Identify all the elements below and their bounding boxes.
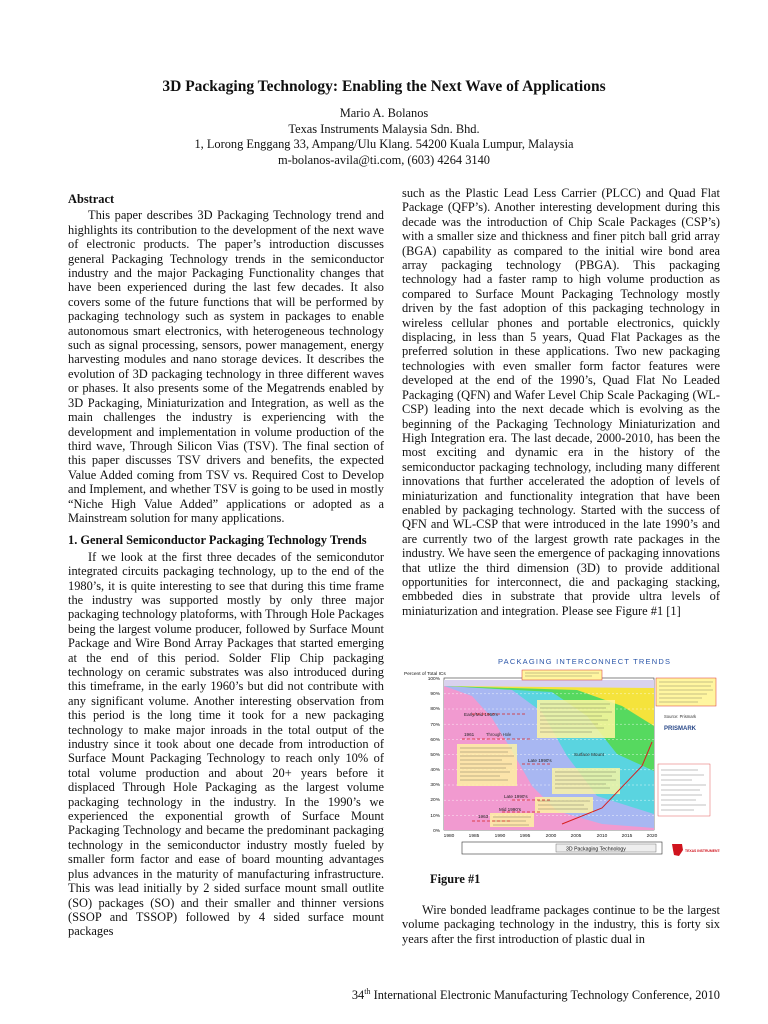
y-tick: 50%	[430, 753, 440, 758]
x-tick: 2020	[646, 834, 658, 839]
ti-logo-text: TEXAS INSTRUMENTS	[685, 849, 720, 853]
annotation-box-left	[457, 744, 517, 786]
y-tick: 0%	[433, 829, 440, 834]
footer-ordinal: 34	[351, 988, 365, 1003]
right-column	[402, 186, 720, 618]
y-tick: 30%	[430, 783, 440, 788]
y-tick: 100%	[427, 677, 440, 682]
ti-logo-icon	[672, 844, 683, 856]
y-tick: 60%	[430, 738, 440, 743]
page-footer	[0, 987, 720, 1003]
author-contact: m-bolanos-avila@ti.com, (603) 4264 3140	[277, 152, 491, 167]
x-tick: 2005	[570, 834, 582, 839]
y-tick: 90%	[430, 692, 440, 697]
label-mid-1990s: Mid 1990's	[499, 807, 522, 812]
paper-title: 3D Packaging Technology: Enabling the Next Wave of Applications	[162, 78, 606, 95]
y-tick: 40%	[430, 768, 440, 773]
y-tick: 80%	[430, 707, 440, 712]
x-tick: 2000	[545, 834, 557, 839]
x-tick: 2015	[621, 834, 633, 839]
footer-sup: th	[364, 987, 371, 996]
author-address: 1, Lorong Enggang 33, Ampang/Ulu Klang. 54200 Kuala Lumpur, Malaysia	[194, 137, 574, 151]
section-1-text: If we look at the first three decades of the semicondutor integrated circuits packaging technology, up to the end of the 1980’s, it is quite interesting to see that during this time frame the industry was supported mostly by only three major packaging technology platoforms, with Through Hole Packages being the largest volume producer, followed by Surface Mount Package and Wire Bond Array Packages that started emerging at the end of this period. Solder Flip Chip packaging technology on ceramic substrates was also introduced during this timeframe, in the early 1960’s but did not contribute with any significant volume. Another interesting observation from this period is the long time it took for a new packaging technology to make major inroads in the total output of the industry since it took about one decade from introduction of Surface Mount Packaging Technology to reach only 10% of total volume production and about 20+ years before it displaced Through Hole Packaging as the largest volume packaging technology in the industry. In the 1990’s we experienced the exponential growth of Surface Mount Packaging Technology and became the predominant packaging technology in the semiconductor industry mostly fueled by smaller form factor and ease of board mounting advantages plus advances in the maturity of manufacturing infrastructure. This was lead initially by 2 sided surface mount small outlite (SO) packages (SO) and their smaller and thinner versions (SSOP and TSSOP) followed by 4 sided surface mount packages	[68, 549, 385, 939]
y-tick: 10%	[430, 814, 440, 819]
right-column-text: such as the Plastic Lead Less Carrier (PLCC) and Quad Flat Package (QFP’s). Another interesting development during this decade was the introduction of Chip Scale Packages (CSP’s) with a smaller size and thickness and finer pitch ball grid array (BGA) capability as compared to the initial wire bond area array packaging technology (PBGA). This packaging technology had a faster ramp to high volume production as compared to Surface Mount Packaging Technology mostly driven by the fast adoption of this packaging technology in wireless cellular phones and portable electronics, quickly displacing, in less than 5 years, Quad Flat Packages as the preferred solution in these applications. Two new packaging technologies with even smaller form factor features were developed at the end of the 1990’s, Quad Flat No Leaded Packaging (QFN) and Wafer Level Chip Scale Packaging (WL-CSP) leading into the next decade which is evolving as the beginning of the Packaging Technology Miniaturization and High Integration era. The last decade, 2000-2010, has been the most exciting and dynamic era in the history of the semiconductor packaging technology, including many different innovations that further accelerated the adoption of levels of miniaturization and functionality integration that have been enabled by packaging technology. Started with the success of QFN and WL-CSP that were introduced in the late 1990’s and are currently two of the largest growth rate packages in the industry. We have seen the emergence of packaging innovations that utlize the third dimension (3D) to provide additional opportunities for interconnect, die and packaging stacking, embbeded dies in substrate that provide ultra levels of miniaturization and integration. Please see Figure #1 [1]	[402, 186, 720, 618]
y-tick-labels	[428, 676, 441, 834]
label-1963: 1963	[478, 814, 489, 819]
label-late-1990s: Late 1990's	[528, 758, 552, 763]
prismark-logo: PRISMARK	[664, 726, 697, 732]
label-1961: 1961	[464, 732, 475, 737]
abstract-heading: Abstract	[68, 192, 115, 206]
section-1-heading: 1. General Semiconductor Packaging Technology Trends	[68, 533, 367, 548]
label-early-60s: Early/Mid 1960's	[464, 712, 498, 717]
author-name: Mario A. Bolanos	[339, 106, 429, 120]
figure-source: Source: Prismark	[664, 714, 697, 719]
author-block	[0, 106, 768, 168]
y-tick: 70%	[430, 723, 440, 728]
label-through-hole: Through Hole	[486, 732, 512, 737]
3d-packaging-label: 3D Packaging Technology	[566, 846, 626, 853]
after-figure-paragraph: Wire bonded leadframe packages continue to be the largest volume packaging technology in the industry, this is forty six years after the first introduction of plastic dual in	[402, 903, 720, 946]
annotation-box-right	[656, 678, 716, 706]
x-tick: 1980	[443, 834, 455, 839]
chart-ylabel: Percent of Total ICs	[404, 672, 446, 677]
footer-text: International Electronic Manufacturing Technology Conference, 2010	[370, 988, 720, 1003]
chart-title: PACKAGING INTERCONNECT TRENDS	[498, 657, 672, 666]
packaging-trends-chart	[402, 656, 720, 864]
x-tick: 1990	[494, 834, 506, 839]
figure-1	[402, 656, 720, 864]
left-column	[68, 186, 384, 939]
x-tick: 2010	[596, 834, 608, 839]
annotation-box-middle	[537, 700, 615, 738]
abstract-text: This paper describes 3D Packaging Technology trend and highlights its contribution to the development of the next wave of electronic products. The paper’s introduction discusses general Packaging Technology trends in the semiconductor industry and the major Packaging Functionality changes that have been experienced during the last few decades. It also covers some of the future functions that will be performed by packaging technology such as system in packages to enable autonomous smart electronics, with heterogeneous technology such as signal processing, sensors, power management, energy harvesting modules and nano storage devices. It describes the evolution of 3D packaging technology in three different waves or phases. It also presents some of the Megatrends enabled by 3D Packaging, Miniaturization and Integration, as well as the main challenges the industry is experiencing with the development and implementation in volume production of the third wave, Through Silicon Vias (TSV). The final section of this paper discusses TSV drivers and benefits, the expected Value Added coming from TSV vs. Required Cost to Develop and Implement, and whether TSV is going to be used in mostly “Niche High Value Added” applications or adopted as a Mainstream solution for many applications.	[68, 208, 384, 525]
label-surface-mount: Surface Mount	[574, 752, 604, 757]
x-tick-labels	[444, 833, 658, 839]
after-figure-text	[402, 903, 720, 946]
x-tick: 1985	[468, 834, 480, 839]
x-tick: 1995	[519, 834, 531, 839]
label-early-1990s: Late 1990's	[504, 794, 528, 799]
figure-caption: Figure #1	[430, 872, 481, 886]
annotation-box-top	[522, 670, 602, 680]
y-tick: 20%	[430, 798, 440, 803]
author-affiliation: Texas Instruments Malaysia Sdn. Bhd.	[288, 121, 480, 136]
